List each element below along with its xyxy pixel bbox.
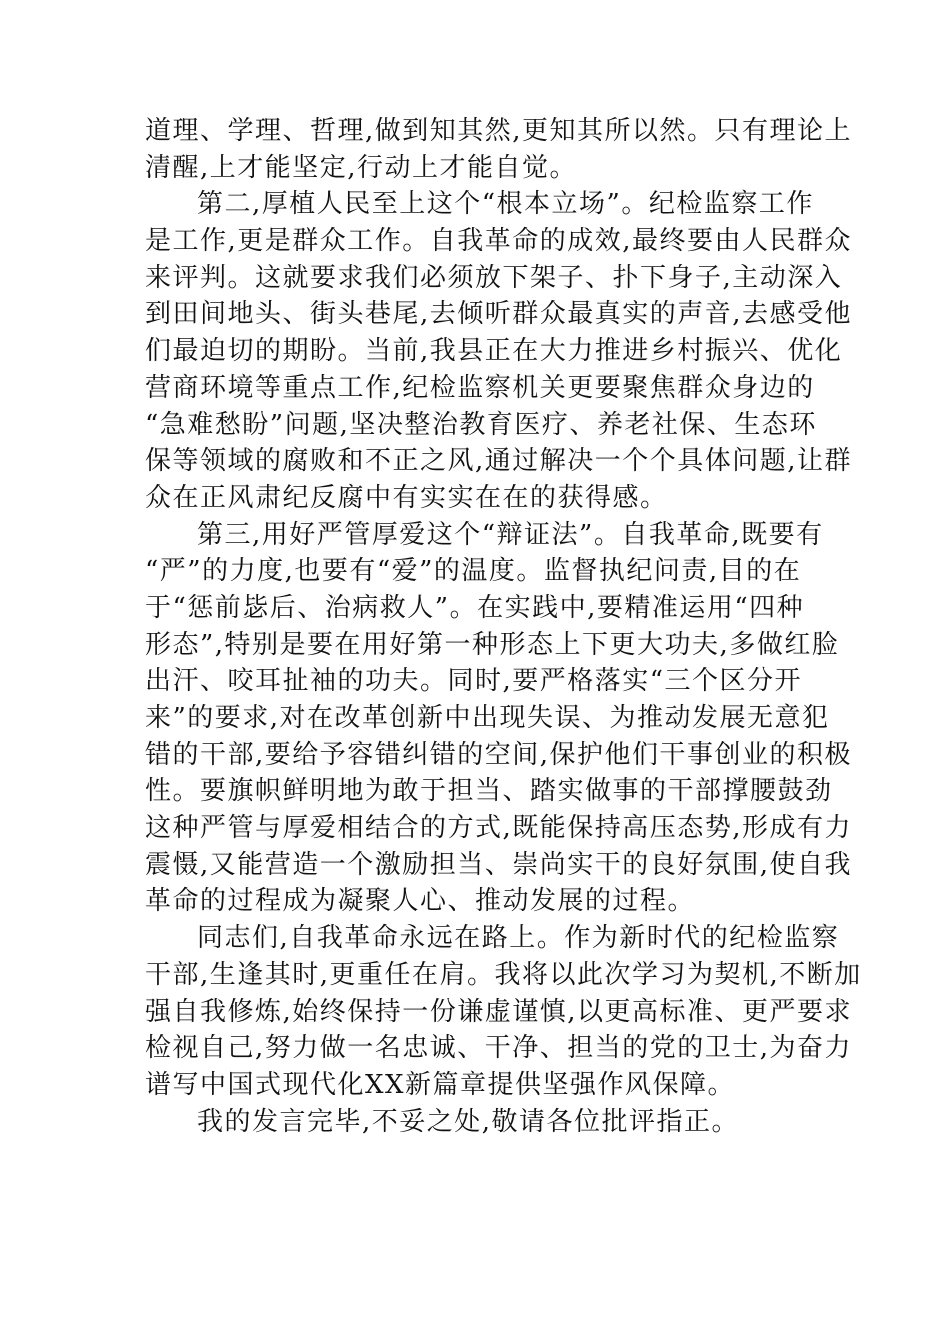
text-line: 营商环境等重点工作,纪检监察机关更要聚焦群众身边的 — [145, 372, 815, 403]
text-line: 革命的过程成为凝聚人心、推动发展的过程。 — [145, 886, 696, 917]
text-line: 来”的要求,对在改革创新中出现失误、为推动发展无意犯 — [145, 703, 830, 733]
text-line: 形态”,特别是要在用好第一种形态上下更大功夫,多做红脸 — [145, 629, 840, 660]
text-line: 干部,生逢其时,更重任在肩。我将以此次学习为契机,不断加 — [145, 959, 862, 990]
text-line: 们最迫切的期盼。当前,我县正在大力推进乡村振兴、优化 — [145, 336, 843, 367]
text-line: 第三,用好严管厚爱这个“辩证法”。自我革命,既要有 — [197, 519, 824, 550]
text-line: 性。要旗帜鲜明地为敢于担当、踏实做事的干部撑腰鼓劲 — [145, 776, 833, 807]
text-line: 震慑,又能营造一个激励担当、崇尚实干的良好氛围,使自我 — [145, 849, 853, 880]
text-line: 检视自己,努力做一名忠诚、干净、担当的党的卫士,为奋力 — [145, 1033, 853, 1064]
text-line: “严”的力度,也要有“爱”的温度。监督执纪问责,目的在 — [145, 556, 802, 587]
text-line: 清醒,上才能坚定,行动上才能自觉。 — [145, 152, 578, 183]
text-line: 我的发言完毕,不妥之处,敬请各位批评指正。 — [197, 1106, 740, 1137]
text-line: 道理、学理、哲理,做到知其然,更知其所以然。只有理论上 — [145, 116, 853, 146]
text-line: 同志们,自我革命永远在路上。作为新时代的纪检监察 — [197, 923, 840, 954]
text-line: 来评判。这就要求我们必须放下架子、扑下身子,主动深入 — [145, 262, 843, 293]
text-line: 是工作,更是群众工作。自我革命的成效,最终要由人民群众 — [145, 226, 853, 257]
text-line: 第二,厚植人民至上这个“根本立场”。纪检监察工作 — [197, 189, 814, 220]
text-line: 众在正风肃纪反腐中有实实在在的获得感。 — [145, 482, 668, 513]
text-line: 出汗、咬耳扯袖的功夫。同时,要严格落实“三个区分开 — [145, 666, 803, 697]
text-line: “急难愁盼”问题,坚决整治教育医疗、养老社保、生态环 — [145, 409, 817, 440]
text-line: 这种严管与厚爱相结合的方式,既能保持高压态势,形成有力 — [145, 813, 853, 844]
document-body — [145, 113, 862, 1140]
text-line: 强自我修炼,始终保持一份谦虚谨慎,以更高标准、更严要求 — [145, 996, 853, 1027]
text-line: 错的干部,要给予容错纠错的空间,保护他们干事创业的积极 — [145, 739, 853, 770]
text-line: 保等领域的腐败和不正之风,通过解决一个个具体问题,让群 — [145, 446, 853, 477]
text-line: 谱写中国式现代化XX新篇章提供坚强作风保障。 — [145, 1069, 736, 1100]
text-line: 到田间地头、街头巷尾,去倾听群众最真实的声音,去感受他 — [145, 299, 853, 330]
text-line: 于“惩前毖后、治病救人”。在实践中,要精准运用“四种 — [145, 592, 805, 623]
